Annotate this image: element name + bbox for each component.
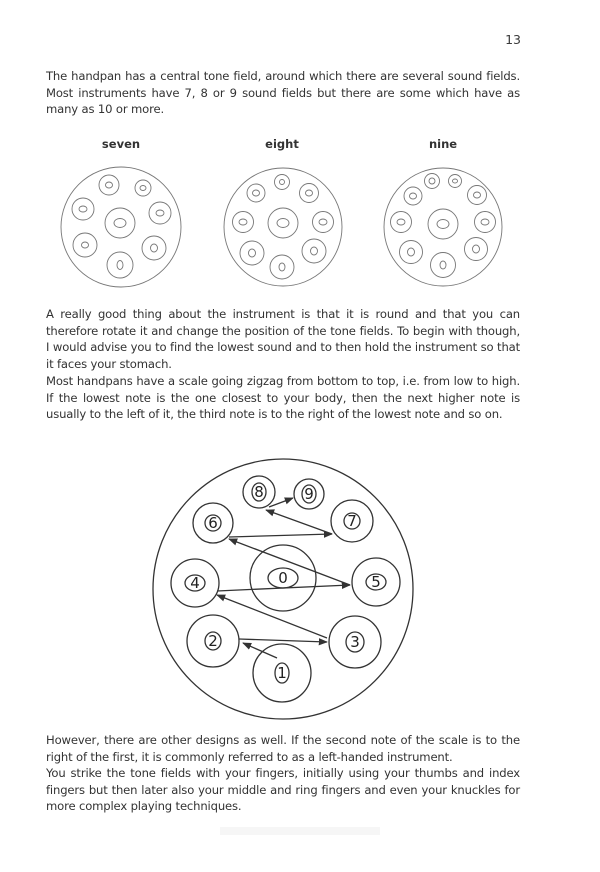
- tone-field: [468, 186, 487, 205]
- note-field-5: [352, 558, 400, 606]
- note-field-8: [243, 476, 275, 508]
- tone-field: [465, 238, 488, 261]
- tone-field: [99, 175, 119, 195]
- note-field-3: [329, 616, 381, 668]
- tone-field: [400, 241, 423, 264]
- handpan-eight-diagram: [220, 164, 346, 290]
- tone-field: [300, 184, 319, 203]
- layout-label-seven: seven: [101, 137, 141, 151]
- layout-label-nine: nine: [428, 137, 458, 151]
- tone-field: [233, 212, 254, 233]
- note-field-4: [171, 559, 219, 607]
- closing-paragraphs: [46, 732, 520, 815]
- center-field: [250, 545, 316, 611]
- svg-text:7: 7: [347, 512, 357, 530]
- tone-field: [391, 212, 412, 233]
- svg-text:3: 3: [350, 633, 360, 651]
- left-handed-paragraph: However, there are other designs as well. If the second note of the scale is to the right of the first, it is commonly referred to as a left-handed instrument.: [46, 733, 520, 764]
- tone-field: [107, 252, 133, 278]
- arrow-7-to-8: [266, 510, 332, 534]
- arrow-2-to-3: [239, 639, 327, 642]
- faint-footer-mark: [220, 827, 380, 835]
- tone-field: [142, 236, 166, 260]
- tone-field: [475, 212, 496, 233]
- tone-field: [313, 212, 334, 233]
- svg-text:2: 2: [208, 632, 218, 650]
- note-field-2: [187, 615, 239, 667]
- svg-text:6: 6: [208, 514, 218, 532]
- tone-field: [449, 175, 462, 188]
- note-field-7: [331, 500, 373, 542]
- tone-field: [275, 175, 290, 190]
- center-field: [428, 209, 458, 239]
- shell-outline: [384, 168, 502, 286]
- technique-paragraph: You strike the tone fields with your fingers, initially using your thumbs and index fingers but then later also your middle and ring fingers and even your knuckles for more complex playing techniques.: [46, 766, 520, 814]
- shell-outline: [224, 168, 342, 286]
- handpan-seven-diagram: [58, 164, 184, 290]
- tone-field: [72, 198, 94, 220]
- center-field: [105, 208, 135, 238]
- handpan-nine-diagram: [380, 164, 506, 290]
- tone-field: [270, 255, 294, 279]
- tone-field: [73, 233, 97, 257]
- svg-text:1: 1: [277, 664, 287, 682]
- page-number: 13: [505, 32, 521, 47]
- tone-field: [135, 180, 151, 196]
- tone-field: [247, 184, 265, 202]
- tone-field: [149, 202, 171, 224]
- tone-field: [240, 241, 264, 265]
- rotation-paragraph: A really good thing about the instrument is that it is round and that you can therefore rotate it and change the position of the tone fields. To begin with though, I would advise you to find the lowest sound and to then hold the instrument so that it faces your stomach.: [46, 307, 520, 371]
- center-label: 0: [278, 569, 288, 587]
- note-field-6: [193, 503, 233, 543]
- intro-paragraph: The handpan has a central tone field, around which there are several sound fields. Most instruments have 7, 8 or 9 sound fields but there are some which have as many as 10 or more.: [46, 69, 520, 117]
- scale-zigzag-diagram: [150, 455, 450, 730]
- note-field-1: [253, 644, 311, 702]
- svg-text:8: 8: [254, 483, 264, 501]
- zigzag-paragraph: Most handpans have a scale going zigzag from bottom to top, i.e. from low to high. If the lowest note is the one closest to your body, then the next higher note is usually to the left of it, the third note is to the right of the lowest note and so on.: [46, 374, 520, 422]
- tone-field: [302, 239, 326, 263]
- tone-field: [431, 253, 456, 278]
- tone-field: [425, 174, 440, 189]
- svg-text:4: 4: [190, 574, 200, 592]
- note-field-9: [294, 479, 324, 509]
- tone-field: [404, 187, 422, 205]
- arrow-3-to-4: [217, 595, 327, 638]
- layout-label-eight: eight: [265, 137, 299, 151]
- center-field: [268, 208, 298, 238]
- svg-text:9: 9: [304, 485, 314, 503]
- arrow-6-to-7: [229, 534, 332, 537]
- svg-text:5: 5: [371, 573, 381, 591]
